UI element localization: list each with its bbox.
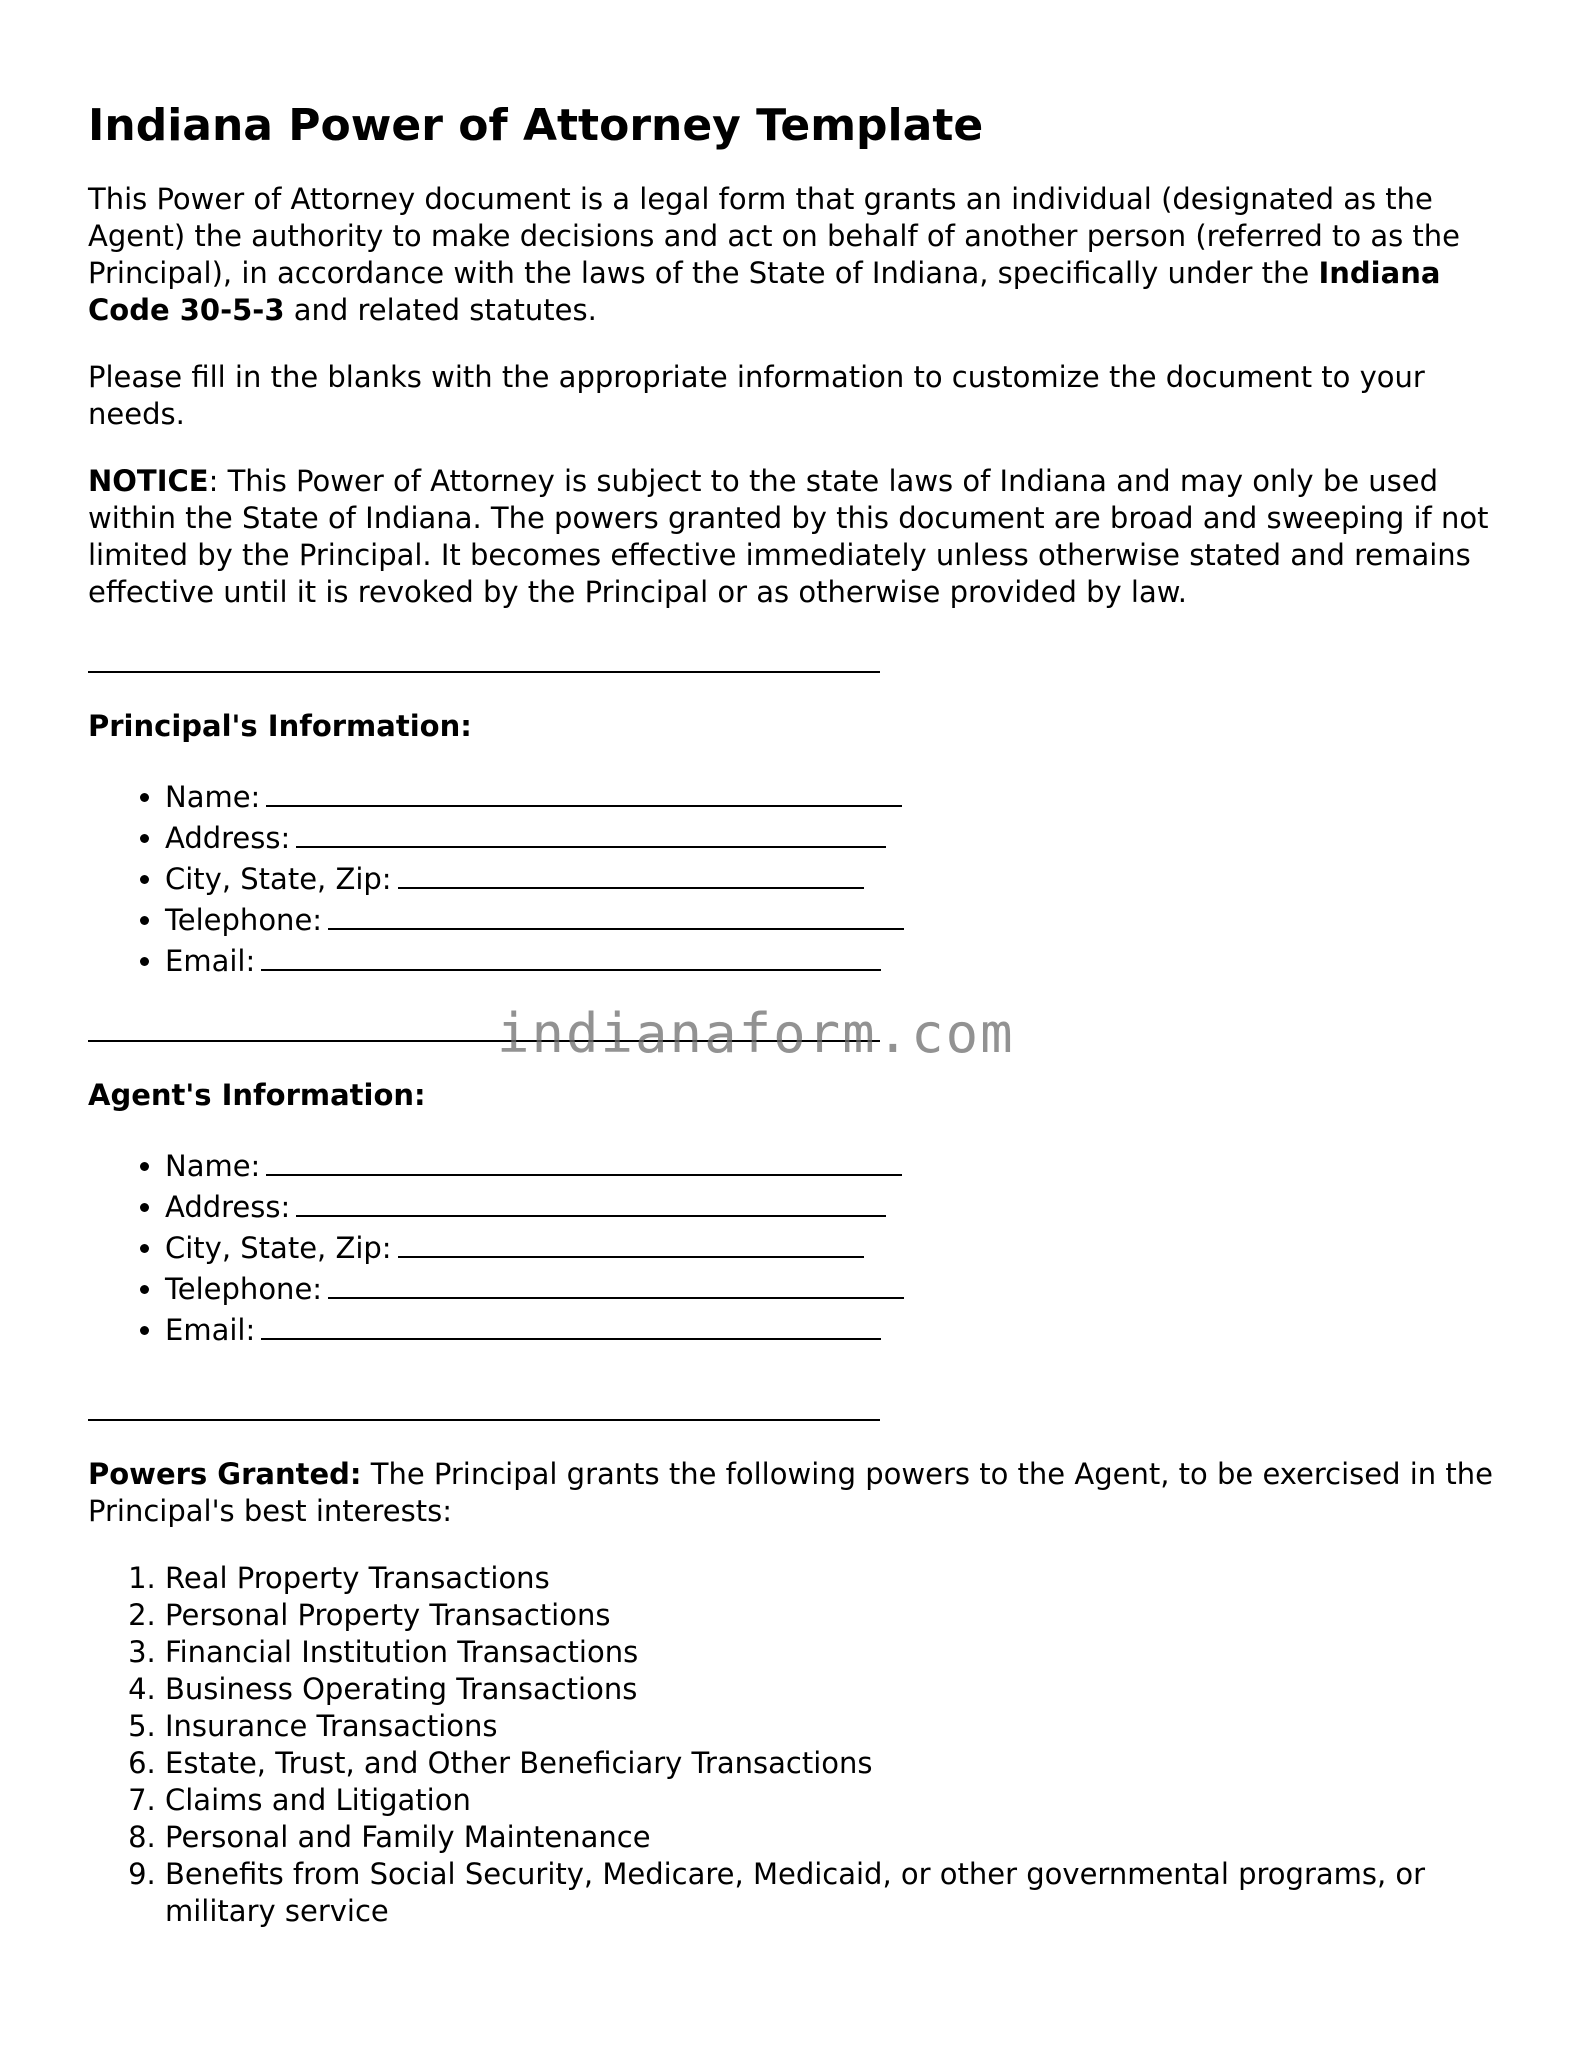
agent-email-field[interactable] xyxy=(261,1308,881,1340)
agent-city-state-zip-field[interactable] xyxy=(398,1226,864,1258)
agent-telephone-field[interactable] xyxy=(328,1267,904,1299)
list-item: 8. Personal and Family Maintenance xyxy=(165,1819,1508,1856)
list-item: 7. Claims and Litigation xyxy=(165,1782,1508,1819)
notice-label: NOTICE xyxy=(88,463,209,498)
principal-city-state-zip-field[interactable] xyxy=(398,857,864,889)
agent-telephone-label: Telephone: xyxy=(165,1271,323,1306)
list-item xyxy=(165,775,1508,816)
principal-heading: Principal's Information: xyxy=(88,708,472,743)
watermark: indianaform.com xyxy=(497,1002,1015,1065)
list-item xyxy=(165,816,1508,857)
list-item: 2. Personal Property Transactions xyxy=(165,1597,1508,1634)
list-item xyxy=(165,1308,1508,1349)
agent-address-field[interactable] xyxy=(296,1185,886,1217)
agent-email-label: Email: xyxy=(165,1312,256,1347)
intro-text-before: This Power of Attorney document is a legal form that grants an individual (designated as the Agent) the authority to make decisions and act on behalf of another person (referred to as the Principal), in accordance with the laws of the State of Indiana, specifically under the xyxy=(88,181,1461,290)
principal-telephone-label: Telephone: xyxy=(165,902,323,937)
principal-telephone-field[interactable] xyxy=(328,898,904,930)
agent-address-label: Address: xyxy=(165,1189,291,1224)
list-item: 3. Financial Institution Transactions xyxy=(165,1634,1508,1671)
powers-granted-heading: Powers Granted: xyxy=(88,1456,362,1491)
document-title: Indiana Power of Attorney Template xyxy=(88,100,984,151)
principal-address-field[interactable] xyxy=(296,816,886,848)
intro-paragraph xyxy=(88,181,1508,329)
powers-granted-paragraph xyxy=(88,1456,1508,1530)
agent-fields-list xyxy=(88,1144,1508,1349)
principal-name-field[interactable] xyxy=(266,775,902,807)
intro-text-after: and related statutes. xyxy=(284,292,597,327)
principal-fields-list xyxy=(88,775,1508,980)
list-item: 9. Benefits from Social Security, Medicare, Medicaid, or other governmental programs, or military service xyxy=(165,1856,1508,1930)
notice-text: : This Power of Attorney is subject to the state laws of Indiana and may only be used within the State of Indiana. The powers granted by this document are broad and sweeping if not limited by the Principal. It becomes effective immediately unless otherwise stated and remains effective until it is revoked by the Principal or as otherwise provided by law. xyxy=(88,463,1489,609)
section-divider xyxy=(88,1389,1508,1426)
agent-city-state-zip-label: City, State, Zip: xyxy=(165,1230,392,1265)
list-item: 4. Business Operating Transactions xyxy=(165,1671,1508,1708)
list-item xyxy=(165,1226,1508,1267)
list-item xyxy=(165,857,1508,898)
list-item xyxy=(165,939,1508,980)
list-item xyxy=(165,1267,1508,1308)
notice-paragraph xyxy=(88,463,1508,611)
principal-email-field[interactable] xyxy=(261,939,881,971)
principal-email-label: Email: xyxy=(165,943,256,978)
powers-granted-text: The Principal grants the following powers to the Agent, to be exercised in the Principal's best interests: xyxy=(88,1456,1493,1528)
agent-name-field[interactable] xyxy=(266,1144,902,1176)
list-item: 1. Real Property Transactions xyxy=(165,1560,1508,1597)
principal-address-label: Address: xyxy=(165,820,291,855)
section-divider xyxy=(88,641,1508,678)
indiana-code-reference: Indiana Code 30-5-3 xyxy=(88,255,1441,327)
powers-list xyxy=(88,1560,1508,1930)
list-item xyxy=(165,1185,1508,1226)
list-item: 6. Estate, Trust, and Other Beneficiary Transactions xyxy=(165,1745,1508,1782)
instructions-paragraph: Please fill in the blanks with the appropriate information to customize the document to your needs. xyxy=(88,359,1425,431)
principal-name-label: Name: xyxy=(165,779,261,814)
agent-heading: Agent's Information: xyxy=(88,1077,426,1112)
agent-name-label: Name: xyxy=(165,1148,261,1183)
list-item xyxy=(165,1144,1508,1185)
list-item xyxy=(165,898,1508,939)
list-item: 5. Insurance Transactions xyxy=(165,1708,1508,1745)
principal-city-state-zip-label: City, State, Zip: xyxy=(165,861,392,896)
